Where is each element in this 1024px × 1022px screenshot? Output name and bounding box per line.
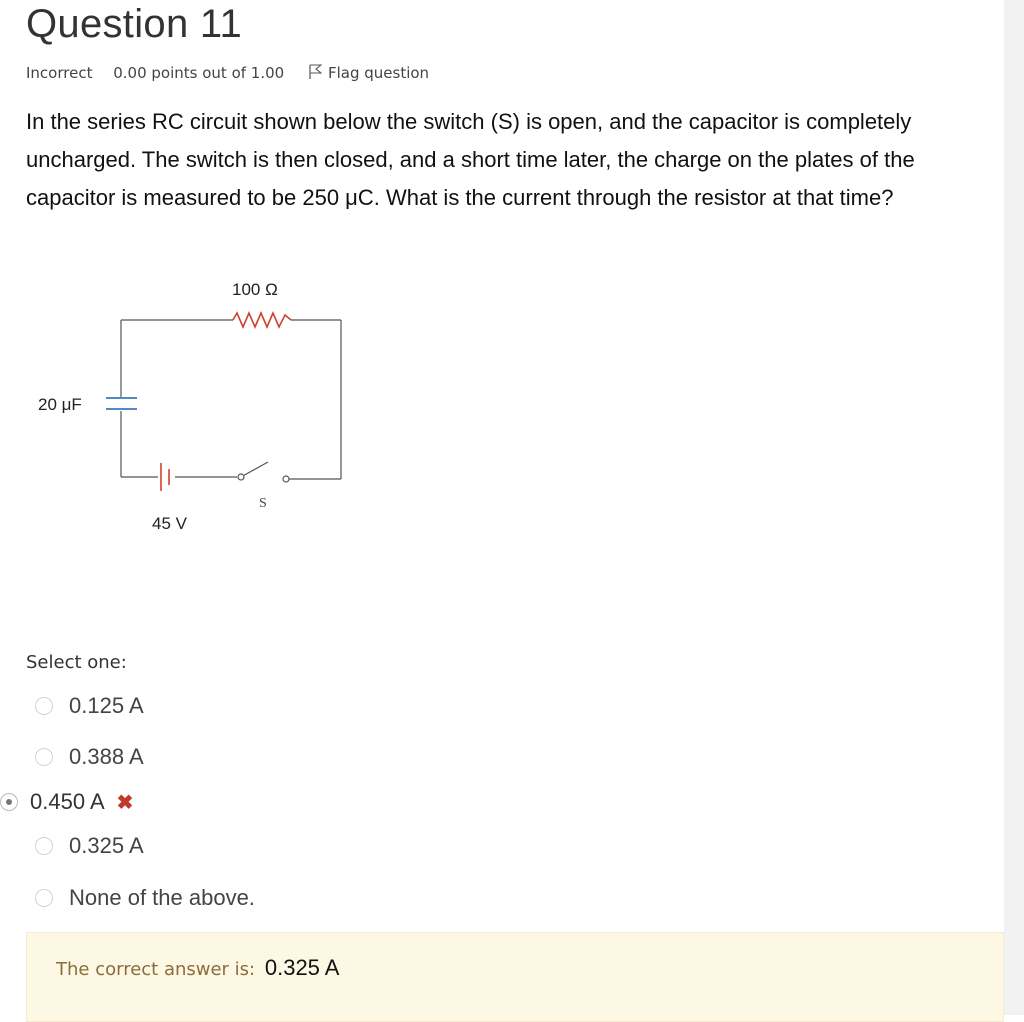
- answer-option[interactable]: [35, 885, 255, 911]
- correct-answer-prefix: The correct answer is:: [56, 959, 256, 980]
- correct-answer-text: [56, 955, 340, 981]
- resistor-symbol: [233, 313, 291, 327]
- answer-option-selected[interactable]: [0, 789, 133, 815]
- capacitor-label: 20 μF: [38, 395, 82, 414]
- battery-symbol: [161, 463, 169, 491]
- select-one-label: Select one:: [26, 652, 127, 673]
- answer-option-label: 0.388 A: [69, 744, 144, 769]
- answer-option[interactable]: [35, 833, 144, 859]
- correct-answer-value: 0.325 A: [264, 955, 340, 980]
- radio-button[interactable]: [35, 748, 53, 766]
- battery-label: 45 V: [152, 514, 187, 533]
- answer-option[interactable]: [35, 693, 144, 719]
- radio-button[interactable]: [35, 697, 53, 715]
- resistor-label: 100 Ω: [232, 280, 278, 299]
- capacitor-symbol: [106, 398, 137, 409]
- answer-option-label: 0.125 A: [69, 693, 144, 718]
- grade-status: Incorrect: [26, 64, 93, 82]
- answer-option-label: 0.450 A: [30, 789, 105, 814]
- flag-question-label: Flag question: [327, 64, 430, 82]
- incorrect-x-icon: ✖: [116, 791, 134, 814]
- question-title: Question 11: [26, 2, 243, 46]
- flag-question-link[interactable]: [309, 64, 429, 82]
- radio-button[interactable]: [35, 837, 53, 855]
- page-scrollbar-track: [1004, 0, 1024, 1015]
- flag-icon: [309, 64, 322, 80]
- points-text: 0.00 points out of 1.00: [113, 64, 285, 82]
- question-info: [26, 64, 429, 82]
- feedback-box: [26, 932, 1004, 1022]
- switch-label: S: [259, 496, 267, 511]
- answer-option-label: None of the above.: [69, 885, 255, 910]
- radio-button[interactable]: [35, 889, 53, 907]
- switch-symbol: [238, 462, 289, 482]
- answer-option-label: 0.325 A: [69, 833, 144, 858]
- question-text: In the series RC circuit shown below the switch (S) is open, and the capacitor is completely uncharged. The switch is then closed, and a short time later, the charge on the plates of the capacitor is measured to be 250 μC. What is the current through the resistor at that time?: [26, 109, 915, 210]
- answer-option[interactable]: [35, 744, 144, 770]
- rc-circuit-diagram: [30, 270, 360, 540]
- radio-button-checked[interactable]: [0, 793, 18, 811]
